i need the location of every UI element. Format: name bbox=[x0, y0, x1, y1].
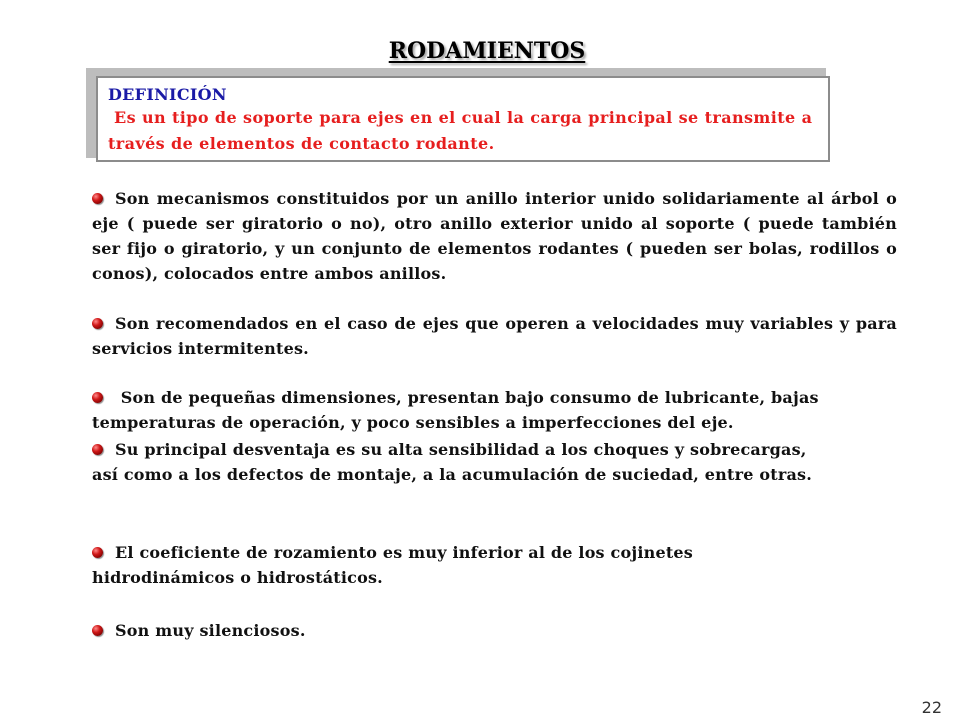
red-sphere-bullet-icon bbox=[92, 318, 103, 329]
bullet-text: Son de pequeñas dimensiones, presentan bajo consumo de lubricante, bajas temperaturas de operación, y poco sensibles a imperfecciones del eje. bbox=[92, 388, 825, 432]
red-sphere-bullet-icon bbox=[92, 193, 103, 204]
bullet-item bbox=[92, 186, 897, 286]
bullet-item bbox=[92, 618, 897, 643]
slide-title bbox=[0, 38, 960, 64]
red-sphere-bullet-icon bbox=[92, 392, 103, 403]
slide-title-text: RODAMIENTOS bbox=[388, 38, 586, 64]
bullet-text: Son recomendados en el caso de ejes que operen a velocidades muy variables y para servicios intermitentes. bbox=[92, 314, 897, 358]
definition-heading: DEFINICIÓN bbox=[108, 85, 227, 104]
red-sphere-bullet-icon bbox=[92, 625, 103, 636]
definition-text: Es un tipo de soporte para ejes en el cual la carga principal se transmite a través de elementos de contacto rodante. bbox=[108, 108, 813, 153]
red-sphere-bullet-icon bbox=[92, 547, 103, 558]
bullet-item bbox=[92, 437, 832, 487]
red-sphere-bullet-icon bbox=[92, 444, 103, 455]
bullet-text: Su principal desventaja es su alta sensibilidad a los choques y sobrecargas, así como a los defectos de montaje, a la acumulación de suciedad, entre otras. bbox=[92, 440, 813, 484]
definition-box bbox=[96, 76, 830, 162]
bullet-text: El coeficiente de rozamiento es muy inferior al de los cojinetes hidrodinámicos o hidrostáticos. bbox=[92, 543, 694, 587]
bullet-text: Son mecanismos constituidos por un anillo interior unido solidariamente al árbol o eje ( puede ser giratorio o no), otro anillo exterior unido al soporte ( puede también ser fijo o giratorio, y un conjunto de elementos rodantes ( pueden ser bolas, rodillos o conos), colocados entre ambos anillos. bbox=[92, 189, 897, 283]
bullet-item bbox=[92, 385, 897, 435]
bullet-text: Son muy silenciosos. bbox=[115, 621, 306, 640]
page-number: 22 bbox=[921, 698, 942, 717]
bullet-item bbox=[92, 311, 897, 361]
bullet-item bbox=[92, 540, 832, 590]
